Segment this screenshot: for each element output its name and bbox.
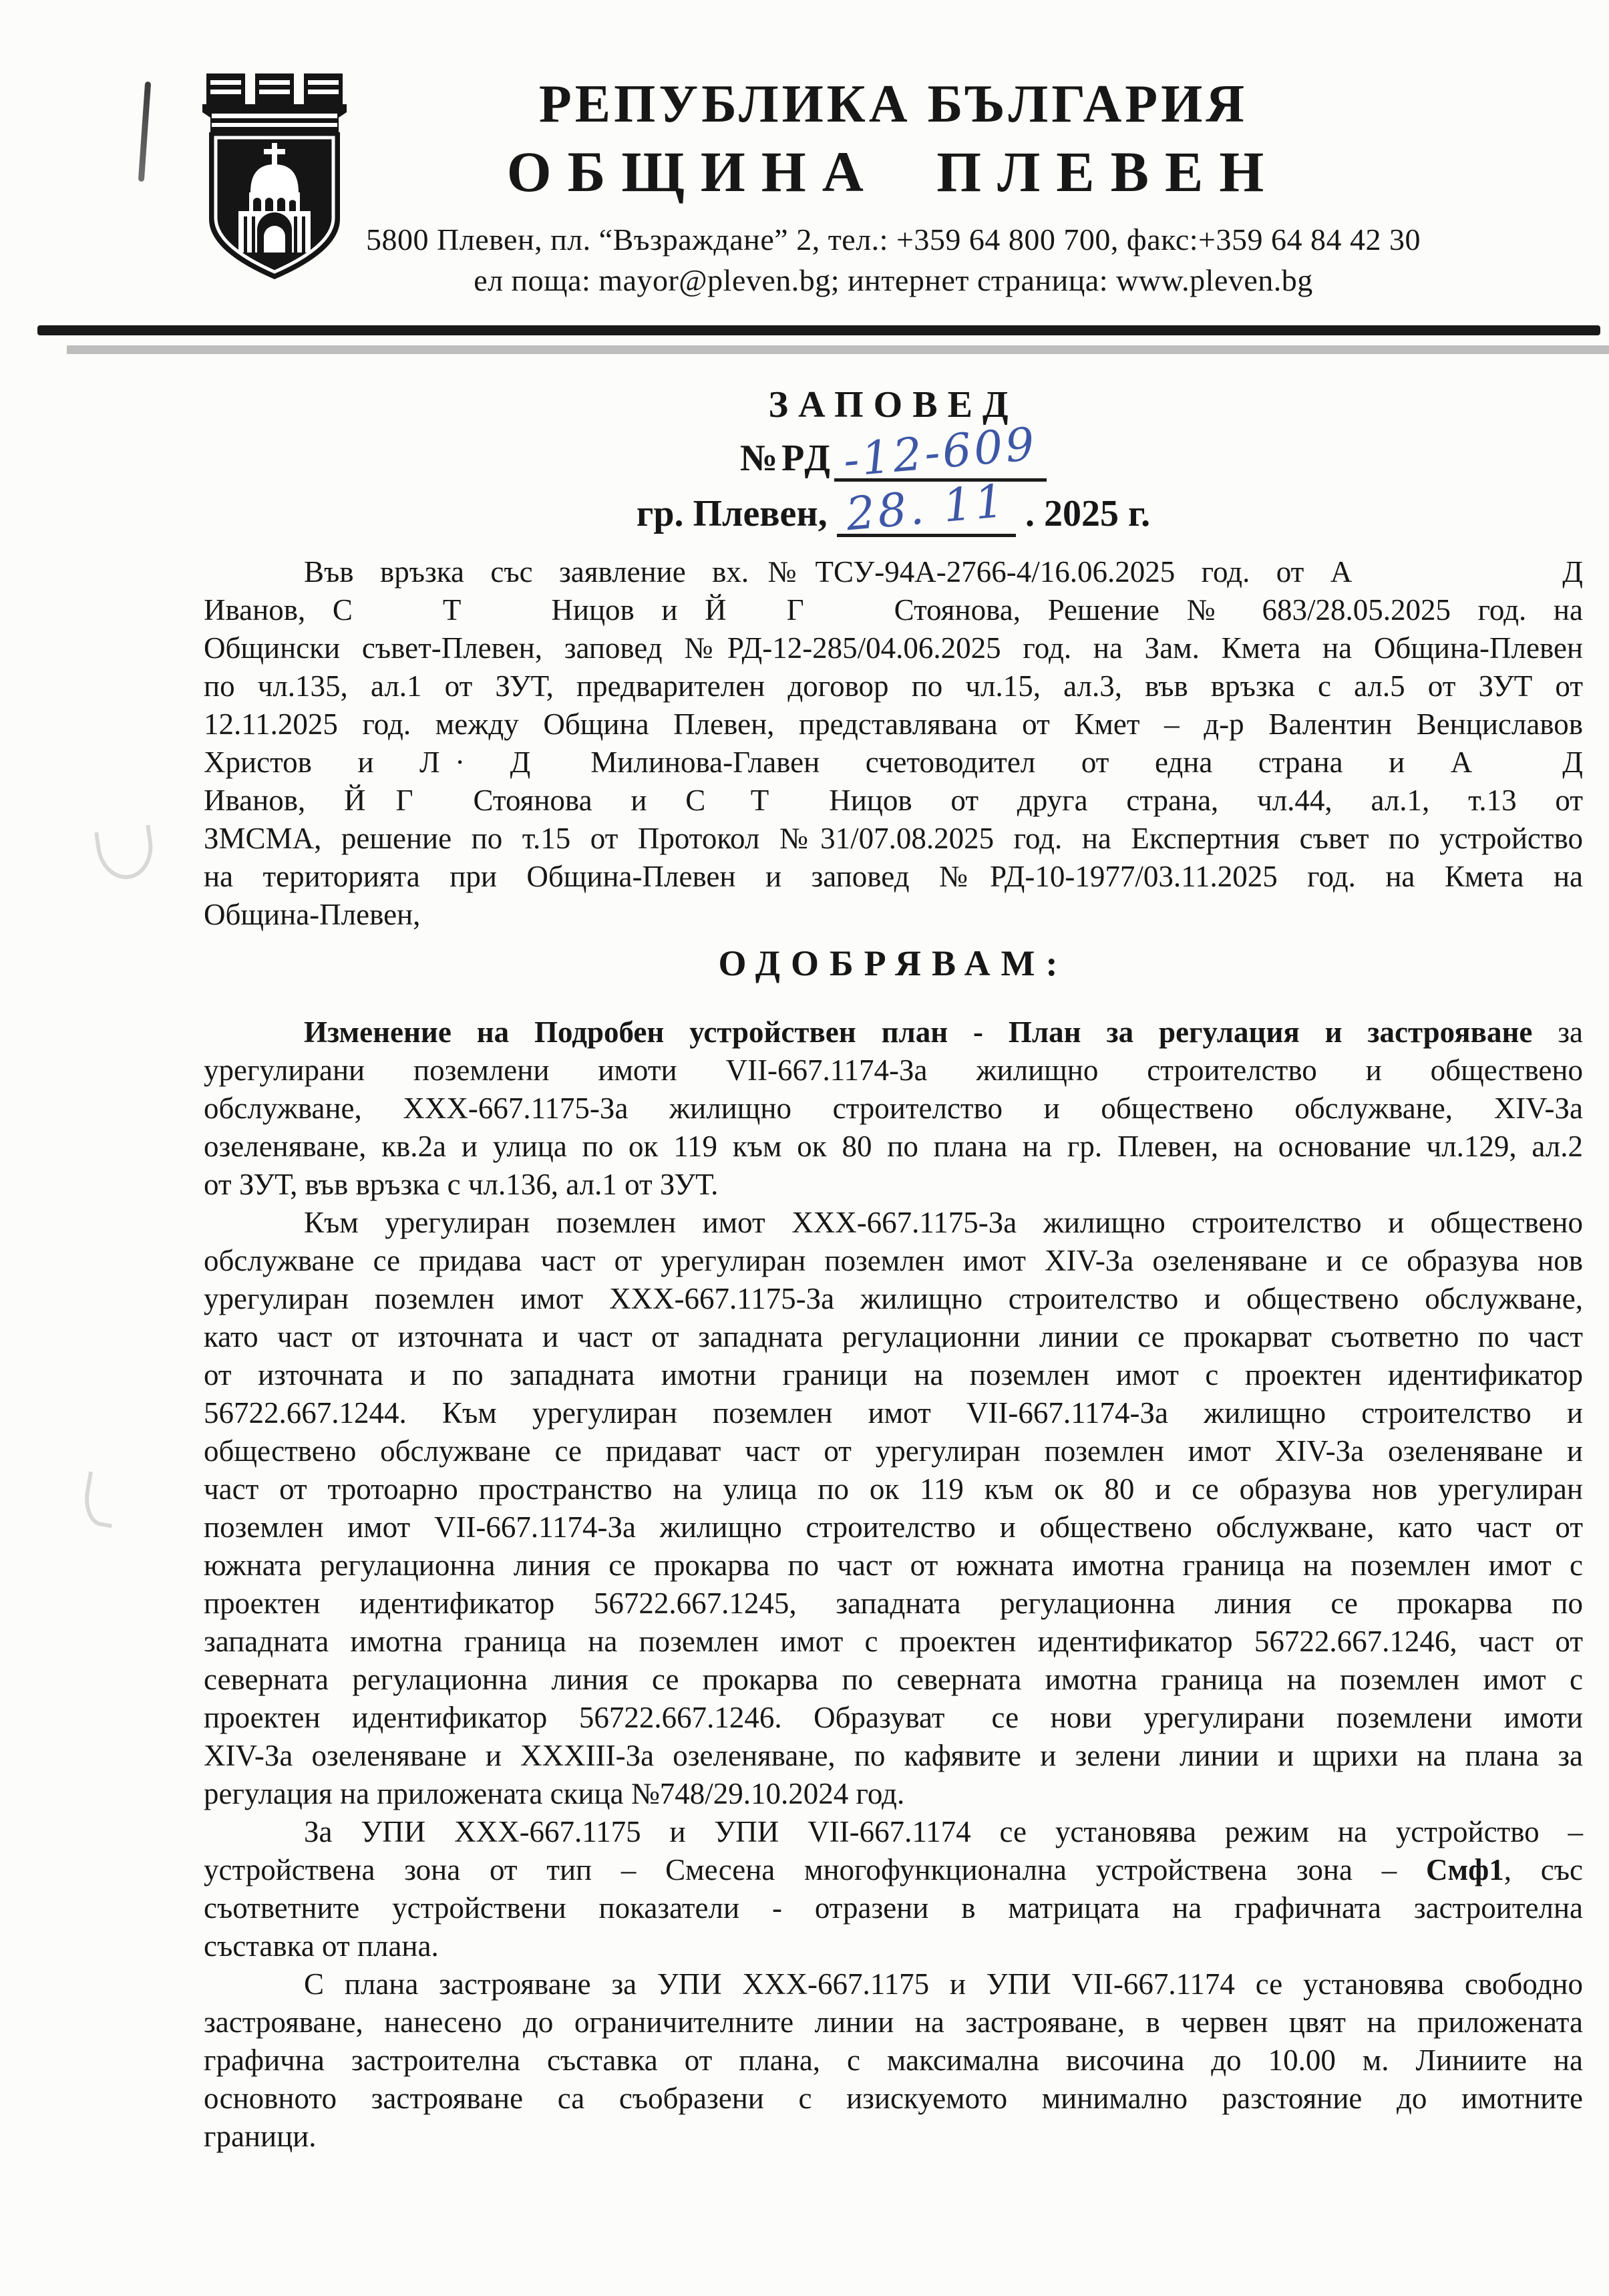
letterhead (204, 75, 1583, 298)
order-place-date-line (204, 474, 1583, 542)
body-line: от ЗУТ, във връзка с чл.136, ал.1 от ЗУТ. (204, 1168, 719, 1201)
scan-arc-mark (80, 1471, 121, 1528)
order-number-prefix: №РД (739, 438, 834, 479)
divider-thick (37, 325, 1600, 335)
body-line: Общински съвет-Плевен, заповед №РД-12-285/04.06.2025 год. на Зам. Кмета на Община-Плевен (204, 631, 1583, 665)
order-title-block (204, 383, 1583, 542)
paragraph (204, 1965, 1583, 2156)
header-contact-line: ел поща: mayor@pleven.bg; интернет страница: www.pleven.bg (474, 263, 1313, 298)
body-line: обществено обслужване се придават част от урегулиран поземлен имот XIV-За озеленяване и (204, 1434, 1583, 1468)
republic-title: РЕПУБЛИКА БЪЛГАРИЯ (538, 75, 1248, 134)
body-line: графична застроителна съставка от плана, с максимална височина до 10.00 м. Линиите на (204, 2043, 1583, 2077)
body-line: като част от източната и част от западната регулационни линии се прокарват съответно по част (204, 1320, 1583, 1353)
body-line: XIV-За озеленяване и XXXIII-За озеленяване, по кафявите и зелени линии и щрихи на плана за (204, 1739, 1583, 1772)
paragraph (204, 553, 1583, 934)
body-line: Община-Плевен, (204, 898, 421, 931)
header-address: 5800 Плевен, пл. “Възраждане” 2, тел.: +359 64 800 700, факс:+359 64 84 42 30 (366, 222, 1421, 257)
body-line: поземлен имот VII-667.1174-За жилищно строителство и обществено обслужване, като част от (204, 1510, 1583, 1544)
body-line: регулация на приложената скица №748/29.10.2024 год. (204, 1777, 905, 1810)
approve-heading (204, 945, 1583, 983)
body-line: застрояване, нанесено до ограничителните линии на застрояване, в червен цвят на приложената (204, 2005, 1583, 2039)
body-line: озеленяване, кв.2а и улица по ок 119 към ок 80 по плана на гр. Плевен, на основание чл.129, ал.2 (204, 1130, 1583, 1163)
body-line: устройствена зона от тип – Смесена многофункционална устройствена зона – Смф1, със (204, 1853, 1583, 1887)
municipality-title: ОБЩИНА ПЛЕВЕН (506, 139, 1280, 204)
body-line: ЗМСМА, решение по т.15 от Протокол №31/07.08.2025 год. на Експертния съвет по устройство (204, 822, 1583, 855)
pen-stroke-mark (138, 81, 151, 182)
order-place-label: гр. Плевен, (636, 493, 828, 534)
body-line: съставка от плана. (204, 1929, 439, 1963)
body-line: урегулирани поземлени имоти VII-667.1174-За жилищно строителство и обществено (204, 1053, 1583, 1087)
order-title: ЗАПОВЕД (768, 384, 1019, 426)
body-line: Иванов, С Т Ницов и Й Г Стоянова, Решение № 683/28.05.2025 год. на (204, 593, 1583, 627)
body-line: проектен идентификатор 56722.667.1246. Образуват се нови урегулирани поземлени имоти (204, 1701, 1583, 1734)
paragraph (204, 1813, 1583, 1965)
body-line: Изменение на Подробен устройствен план - План за регулация и застрояване за (304, 1015, 1583, 1049)
order-number-underline (834, 418, 1047, 488)
body-line: проектен идентификатор 56722.667.1245, западната регулационна линия се прокарва по (204, 1587, 1583, 1620)
handwritten-order-number: -12-609 (841, 418, 1039, 488)
body-line: по чл.135, ал.1 от ЗУТ, предварителен договор по чл.15, ал.3, във връзка с ал.5 от ЗУТ от (204, 669, 1583, 703)
body-line: Към урегулиран поземлен имот XXX-667.1175-За жилищно строителство и обществено (304, 1206, 1583, 1239)
body-line: обслужване, XXX-667.1175-За жилищно строителство и обществено обслужване, XIV-За (204, 1092, 1583, 1125)
handwritten-date: 28. 11 (844, 474, 1009, 542)
body-line: Иванов, Й Г Стоянова и С Т Ницов от друга страна, чл.44, ал.1, т.13 от (204, 784, 1583, 817)
body-line: на територията при Община-Плевен и заповед №РД-10-1977/03.11.2025 год. на Кмета на (204, 860, 1583, 893)
order-year-label: . 2025 г. (1025, 493, 1151, 534)
body-line: 12.11.2025 год. между Община Плевен, представлявана от Кмет – д-р Валентин Венциславов (204, 707, 1583, 741)
body-line: С плана застрояване за УПИ XXX-667.1175 и УПИ VII-667.1174 се установява свободно (304, 1967, 1583, 2001)
divider-thin (67, 345, 1609, 354)
body-line: съответните устройствени показатели - отразени в матрицата на графичната застроителна (204, 1891, 1583, 1925)
body-line: Христов и Л · Д Милинова-Главен счетоводител от една страна и А Д (204, 746, 1583, 779)
document-body (204, 553, 1583, 2156)
body-line: от източната и по западната имотни граници на поземлен имот с проектен идентификатор (204, 1358, 1583, 1391)
body-line: ОДОБРЯВАМ: (718, 943, 1069, 983)
scan-arc-mark (94, 825, 157, 883)
body-line: За УПИ XXX-667.1175 и УПИ VII-667.1174 се установява режим на устройство – (304, 1815, 1583, 1848)
body-line: основното застрояване са съобразени с изискуемото минимално разстояние до имотните (204, 2082, 1583, 2115)
order-number-line (204, 418, 1583, 488)
paragraph (204, 1204, 1583, 1813)
body-line: южната регулационна линия се прокарва по част от южната имотна граница на поземлен имот с (204, 1548, 1583, 1582)
body-line: Във връзка със заявление вх.№ТСУ-94А-2766-4/16.06.2025 год. от А Д (304, 555, 1583, 589)
body-line: западната имотна граница на поземлен имот с проектен идентификатор 56722.667.1246, част от (204, 1625, 1583, 1658)
body-line: обслужване се придава част от урегулиран поземлен имот XIV-За озеленяване и се образува нов (204, 1244, 1583, 1277)
body-line: 56722.667.1244. Към урегулиран поземлен имот VII-667.1174-За жилищно строителство и (204, 1396, 1583, 1430)
order-date-underline (837, 474, 1016, 542)
body-line: граници. (204, 2120, 317, 2153)
body-line: част от тротоарно пространство на улица по ок 119 към ок 80 и се образува нов урегулиран (204, 1472, 1583, 1506)
body-line: урегулиран поземлен имот XXX-667.1175-За жилищно строителство и обществено обслужване, (204, 1282, 1583, 1315)
body-line: северната регулационна линия се прокарва по северната имотна граница на поземлен имот с (204, 1663, 1583, 1696)
paragraph (204, 1013, 1583, 1204)
